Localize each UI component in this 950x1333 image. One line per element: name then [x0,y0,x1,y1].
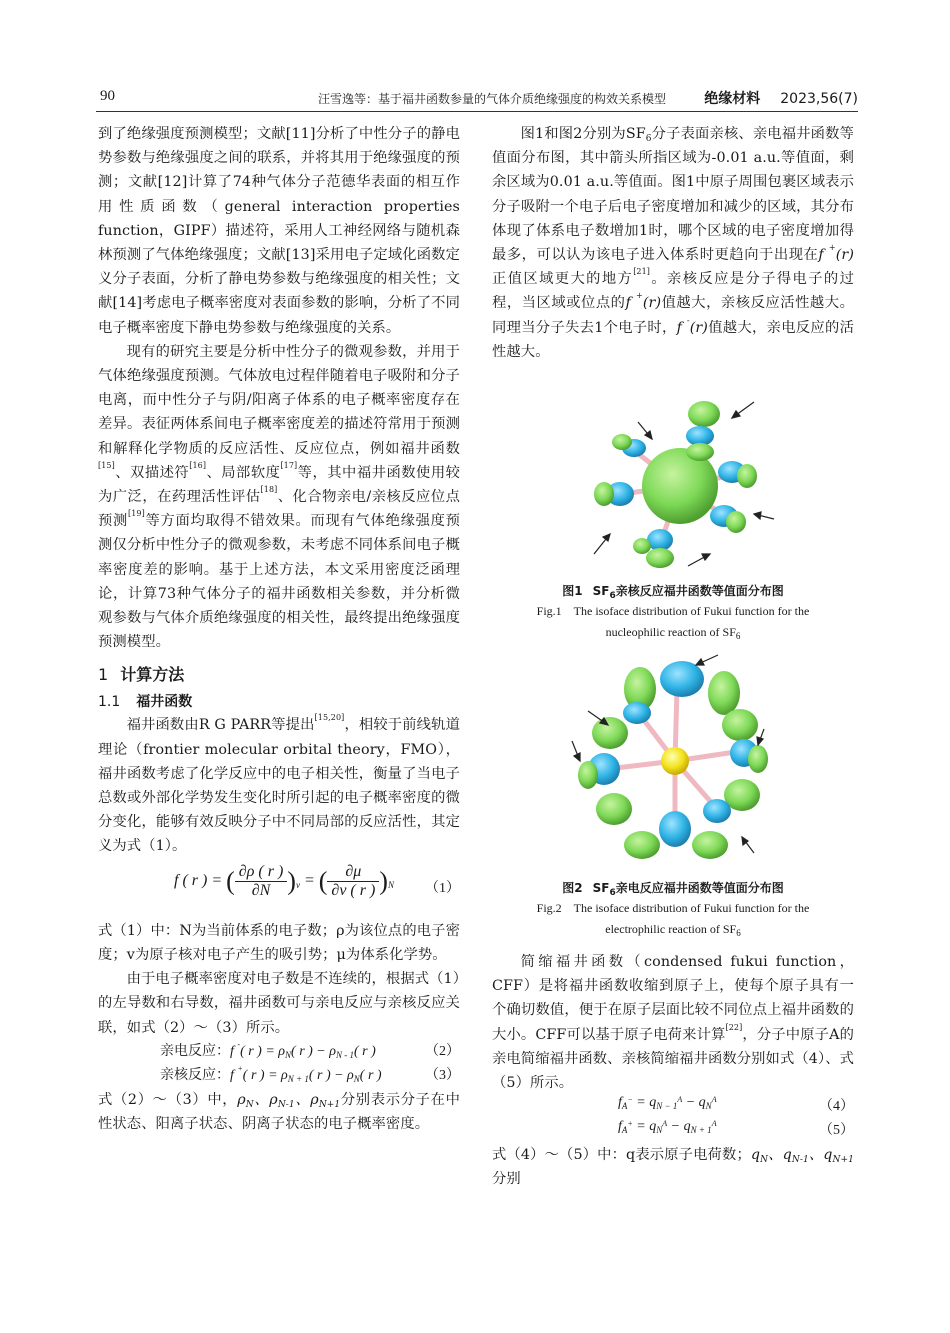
figure-caption-en: Fig.1 The isoface distribution of Fukui function for the nucleophilic reaction of $SF_6$ [536,604,810,642]
subsection-heading: 1.1 福井函数 [98,694,193,711]
section-heading: 1 计算方法 [98,665,185,685]
running-header [96,88,858,110]
paragraph: 简缩福井函数（condensed fukui function，CFF）是将福井函数收缩到原子上，使每个原子具有一个确切数值，便于在原子层面比较不同位点上福井函数的大小。CFF可以基于原子电荷来计算[22]，分子中原子A的亲电简缩福井函数、亲核简缩福井函数分别如式（4）、式（5）所示。 [492,954,854,1092]
paragraph: 图1和图2分别为$SF_6$分子表面亲核、亲电福井函数等值面分布图，其中箭头所指区域为-0.01 a.u.等值面，剩余区域为0.01 a.u.等值面。图1中原子周围包裹区域表示分子吸附一个电子后电子密度增加和减少的区域，其分布体现了体系电子数增加1时，哪个区域的电子密度增加得最多，可以认为该电子进入体系时更趋向于出现在f +(r)正值区域更大的地方[21]。亲核反应是分子得电子的过程，当区域或位点的f +(r)值越大，亲核反应活性越大。同理当分子失去1个电子时，f -(r)值越大，亲电反应的活性越大。 [492,126,854,360]
paragraph: 现有的研究主要是分析中性分子的微观参数，并用于气体绝缘强度预测。气体放电过程伴随着电子吸附和分子电离，而中性分子与阴/阳离子体系的电子概率密度存在差异。表征两体系间电子概率密度差的描述符常用于预测和解释化学物质的反应活性、反应位点，例如福井函数[15]、双描述符[16]、局部软度[17]等，其中福井函数使用较为广泛，在药理活性评估[18]、化合物亲电/亲核反应位点预测[19]等方面均取得不错效果。而现有气体绝缘强度预测仅分析中性分子的微观参数，未考虑不同体系间电子概率密度差的影响。基于上述方法，本文采用密度泛函理论，计算73种气体分子的福井函数相关参数，并分析微观参数与气体介质绝缘强度的相关性，最终提出绝缘强度预测模型。 [98,343,461,651]
figure-caption-cn: 图1 $SF_6$亲核反应福井函数等值面分布图 [562,584,784,602]
citation: [15] [98,460,115,470]
equation-2: 亲电反应：f -( r ) = $\rho_N$( r ) − $\rho_{N - 1}$( r ) （2） [160,1039,460,1060]
citation: [17] [280,460,298,470]
journal-info [704,88,858,108]
figure-caption-en: Fig.2 The isoface distribution of Fukui function for the electrophilic reaction of $SF_6$ [536,901,810,939]
running-title: 汪雪逸等：基于福井函数参量的气体介质绝缘强度的构效关系模型 [318,92,667,106]
equation-1: f ( r ) = ( $\frac{\partial\rho ( r )}{\partial N}$ )$_v$ = ( $\frac{\partial\mu}{\partial v ( r )}$ )$_N$ （1） [174,862,460,899]
equation-number: （2） [425,1043,460,1059]
equation-number: （4） [819,1099,854,1115]
paragraph: 式（2）～（3）中，$\rho_N$、$\rho_{N-1}$、$\rho_{N+1}$分别表示分子在中性状态、阳离子状态、阴离子状态的电子概率密度。 [98,1091,460,1132]
equation-number: （5） [819,1123,854,1139]
right-column [492,122,854,1192]
page-number: 90 [100,88,115,104]
equation-number: （3） [425,1067,460,1083]
paragraph: 由于电子概率密度对电子数是不连续的，根据式（1）的左导数和右导数，福井函数可与亲电反应与亲核反应关联，如式（2）～（3）所示。 [98,971,460,1036]
citation: [19] [128,509,145,519]
figure-caption-cn: 图2 $SF_6$亲电反应福井函数等值面分布图 [562,881,784,899]
header-rule [96,111,858,112]
citation: [16] [189,460,207,470]
citation: [18] [260,485,278,495]
paragraph: 式（1）中：N为当前体系的电子数；ρ为该位点的电子密度；v为原子核对电子产生的吸引势；μ为体系化学势。 [98,922,460,963]
equation-number: （1） [425,880,460,896]
left-column [98,122,460,1136]
figure-2 [492,649,854,940]
paragraph: 式（4）～（5）中：q表示原子电荷数；$q_N$、$q_{N-1}$、$q_{N+1}$分别 [492,1147,854,1188]
citation: [15,20] [314,713,345,723]
citation: [21] [633,267,651,277]
figure-1 [492,394,854,643]
volume-issue: 2023,56(7) [780,91,858,107]
paragraph: 到了绝缘强度预测模型；文献[11]分析了中性分子的静电势参数与绝缘强度之间的联系，并将其用于绝缘强度的预测；文献[12]计算了74种气体分子范德华表面的相互作用性质函数（general interaction properties function，GIPF）描述符，采用人工神经网络与随机森林预测了气体绝缘强度；文献[13]采用电子定域化函数定义分子表面，分析了静电势参数与绝缘强度的相关性；文献[14]考虑电子概率密度对表面参数的影响，分析了不同电子概率密度下静电势参数与绝缘强度的关系。 [98,126,460,336]
fukui-isosurface-nucleophilic [492,394,854,574]
citation: [22] [725,1022,743,1032]
journal-name: 绝缘材料 [704,91,761,107]
paragraph: 福井函数由R G PARR等提出[15,20]，相较于前线轨道理论（frontier molecular orbital theory，FMO），福井函数考虑了化学反应中的电子相关性，衡量了当电子总数或外部化学势发生变化时所引起的电子概率密度的微分变化，能够有效反映分子中不同局部的反应活性，其定义为式（1）。 [98,713,460,855]
equation-4: $f_A^- = q_{N - 1}^A - q_N^A$ （4） [618,1095,854,1115]
equation-3: 亲核反应：f +( r ) = $\rho_{N + 1}$( r ) − $\rho_N$( r ) （3） [160,1063,460,1084]
equation-5: $f_A^+ = q_N^A - q_{N + 1}^A$ （5） [618,1119,854,1139]
fukui-isosurface-electrophilic [492,649,854,871]
